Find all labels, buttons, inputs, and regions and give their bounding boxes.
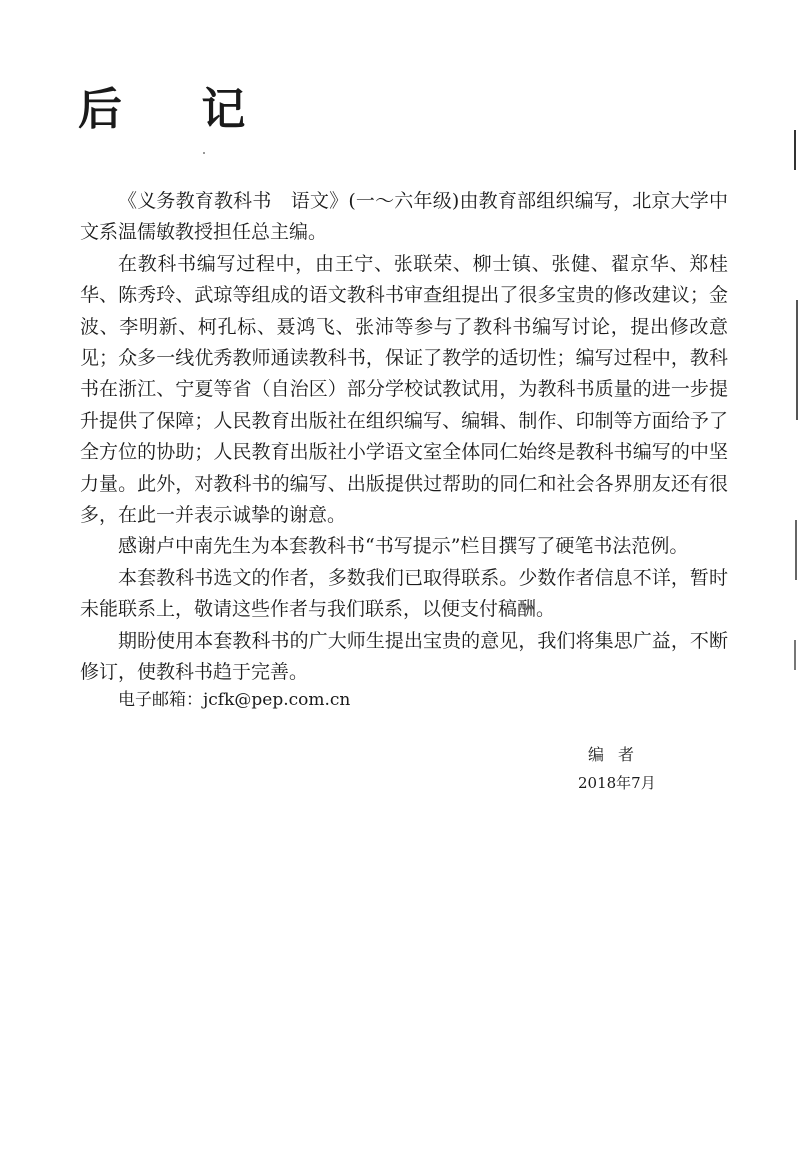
scan-artifact bbox=[794, 130, 796, 170]
email-line: 电子邮箱：jcfk@pep.com.cn bbox=[118, 690, 351, 710]
paragraph-3: 感谢卢中南先生为本套教科书“书写提示”栏目撰写了硬笔书法范例。 bbox=[118, 535, 689, 558]
paragraph-1: 《义务教育教科书 语文》(一～六年级)由教育部组织编写，北京大学中文系温儒敏教授担任总主编。 bbox=[80, 190, 728, 244]
page-title: 后 记 bbox=[78, 84, 278, 135]
scan-artifact bbox=[203, 152, 205, 154]
scan-artifact bbox=[794, 640, 796, 670]
scan-artifact bbox=[796, 300, 798, 420]
date: 2018年7月 bbox=[578, 774, 656, 792]
signature: 编者 bbox=[588, 745, 649, 764]
scan-artifact bbox=[795, 520, 797, 580]
paragraph-5: 期盼使用本套教科书的广大师生提出宝贵的意见，我们将集思广益，不断修订，使教科书趋于完善。 bbox=[80, 629, 728, 684]
body-text bbox=[80, 186, 728, 689]
paragraph-4: 本套教科书选文的作者，多数我们已取得联系。少数作者信息不详，暂时未能联系上，敬请这些作者与我们联系，以便支付稿酬。 bbox=[80, 566, 728, 621]
paragraph-2: 在教科书编写过程中，由王宁、张联荣、柳士镇、张健、翟京华、郑桂华、陈秀玲、武琼等组成的语文教科书审查组提出了很多宝贵的修改建议；金波、李明新、柯孔标、聂鸿飞、张沛等参与了教科书编写讨论，提出修改意见；众多一线优秀教师通读教科书，保证了教学的适切性；编写过程中，教科书在浙江、宁夏等省（自治区）部分学校试教试用，为教科书质量的进一步提升提供了保障；人民教育出版社在组织编写、编辑、制作、印制等方面给予了全方位的协助；人民教育出版社小学语文室全体同仁始终是教科书编写的中坚力量。此外，对教科书的编写、出版提供过帮助的同仁和社会各界朋友还有很多，在此一并表示诚挚的谢意。 bbox=[80, 252, 728, 527]
